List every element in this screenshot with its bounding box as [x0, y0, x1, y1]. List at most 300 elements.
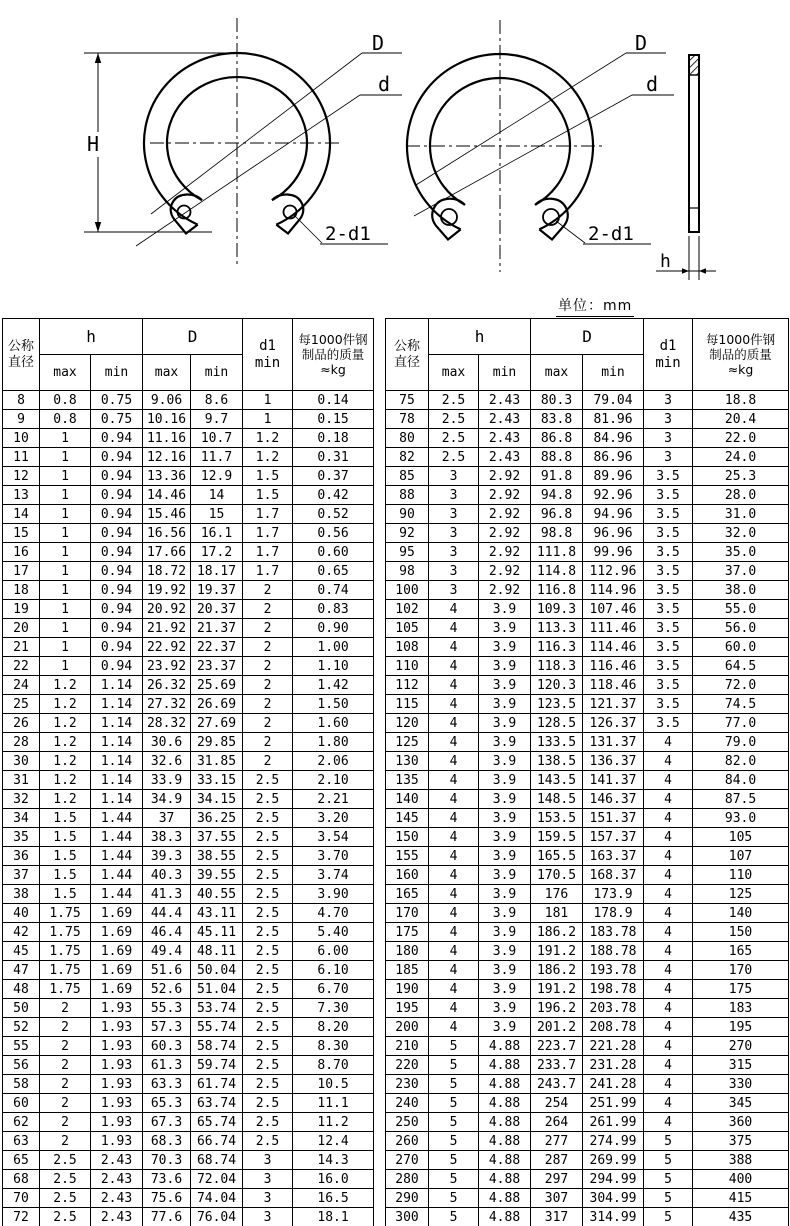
table-cell: 58.74	[191, 1037, 243, 1056]
table-cell: 138.5	[531, 752, 583, 771]
table-cell: 0.75	[91, 391, 143, 410]
ring-lug	[535, 199, 568, 240]
col-header-h: h	[429, 319, 531, 355]
table-cell: 3.9	[479, 961, 531, 980]
table-cell: 15	[191, 505, 243, 524]
table-cell: 165	[386, 885, 429, 904]
table-cell: 22	[3, 657, 40, 676]
table-row	[386, 581, 789, 600]
table-cell: 1.69	[91, 923, 143, 942]
table-cell: 3	[644, 391, 693, 410]
table-cell: 2.92	[479, 581, 531, 600]
table-cell: 188.78	[583, 942, 644, 961]
table-cell: 56.0	[693, 619, 789, 638]
table-cell: 3.5	[644, 638, 693, 657]
table-cell: 5	[429, 1113, 479, 1132]
table-cell: 1.44	[91, 809, 143, 828]
table-cell: 77.6	[143, 1208, 191, 1226]
right-table	[385, 318, 789, 1226]
table-cell: 160	[386, 866, 429, 885]
table-cell: 2.43	[479, 429, 531, 448]
table-cell: 12.4	[293, 1132, 374, 1151]
ring-lug	[432, 199, 465, 240]
table-cell: 3	[243, 1170, 293, 1189]
table-cell: 76.04	[191, 1208, 243, 1226]
table-cell: 3.9	[479, 771, 531, 790]
table-cell: 1.42	[293, 676, 374, 695]
table-cell: 4	[429, 752, 479, 771]
table-cell: 1.10	[293, 657, 374, 676]
table-cell: 2.5	[243, 980, 293, 999]
dimension-label-D: D	[372, 31, 385, 55]
table-cell: 170.5	[531, 866, 583, 885]
table-cell: 180	[386, 942, 429, 961]
table-cell: 4	[644, 1056, 693, 1075]
table-cell: 4	[644, 733, 693, 752]
table-cell: 1.50	[293, 695, 374, 714]
leader-line	[414, 95, 632, 216]
table-cell: 19.92	[143, 581, 191, 600]
table-cell: 0.94	[91, 581, 143, 600]
table-cell: 3.9	[479, 790, 531, 809]
table-cell: 4	[429, 828, 479, 847]
table-cell: 1.93	[91, 1113, 143, 1132]
table-cell: 254	[531, 1094, 583, 1113]
table-cell: 2	[40, 999, 91, 1018]
table-cell: 23.92	[143, 657, 191, 676]
table-cell: 133.5	[531, 733, 583, 752]
table-cell: 2	[243, 714, 293, 733]
table-cell: 360	[693, 1113, 789, 1132]
circlip-front-view-middle	[406, 20, 674, 272]
table-row	[3, 1132, 374, 1151]
table-cell: 18.1	[293, 1208, 374, 1226]
table-cell: 5	[429, 1094, 479, 1113]
left-table-header	[3, 319, 374, 391]
table-cell: 65.3	[143, 1094, 191, 1113]
table-cell: 2.5	[40, 1170, 91, 1189]
table-cell: 1.69	[91, 980, 143, 999]
table-cell: 155	[386, 847, 429, 866]
table-cell: 0.14	[293, 391, 374, 410]
table-cell: 60	[3, 1094, 40, 1113]
table-cell: 195	[386, 999, 429, 1018]
table-cell: 20	[3, 619, 40, 638]
table-cell: 2.5	[243, 771, 293, 790]
table-cell: 2	[243, 619, 293, 638]
table-cell: 0.94	[91, 524, 143, 543]
table-cell: 1	[40, 562, 91, 581]
table-cell: 58	[3, 1075, 40, 1094]
table-cell: 2.5	[40, 1151, 91, 1170]
table-row	[386, 410, 789, 429]
table-row	[3, 1075, 374, 1094]
dimension-arrow	[682, 268, 689, 273]
table-cell: 5	[644, 1189, 693, 1208]
table-cell: 5	[429, 1189, 479, 1208]
table-cell: 4	[644, 790, 693, 809]
col-header-D-min: min	[583, 355, 644, 391]
table-cell: 4	[429, 600, 479, 619]
table-cell: 80	[386, 429, 429, 448]
table-cell: 3.9	[479, 619, 531, 638]
table-cell: 0.94	[91, 657, 143, 676]
table-cell: 159.5	[531, 828, 583, 847]
table-cell: 315	[693, 1056, 789, 1075]
table-cell: 3.9	[479, 733, 531, 752]
table-row	[386, 467, 789, 486]
table-cell: 2.92	[479, 524, 531, 543]
table-cell: 3.74	[293, 866, 374, 885]
table-cell: 186.2	[531, 961, 583, 980]
table-cell: 1.5	[40, 809, 91, 828]
table-cell: 140	[693, 904, 789, 923]
table-cell: 52	[3, 1018, 40, 1037]
table-cell: 148.5	[531, 790, 583, 809]
dimension-label-H: H	[87, 132, 100, 156]
table-row	[3, 1113, 374, 1132]
table-cell: 2.5	[243, 904, 293, 923]
col-header-nominal-diameter: 公称 直径	[386, 319, 429, 391]
table-cell: 3.5	[644, 600, 693, 619]
table-cell: 4	[644, 942, 693, 961]
table-cell: 44.4	[143, 904, 191, 923]
table-cell: 190	[386, 980, 429, 999]
table-cell: 20.92	[143, 600, 191, 619]
table-cell: 6.00	[293, 942, 374, 961]
table-cell: 1.60	[293, 714, 374, 733]
table-row	[3, 638, 374, 657]
table-cell: 3	[243, 1189, 293, 1208]
table-cell: 22.0	[693, 429, 789, 448]
table-row	[386, 1151, 789, 1170]
table-cell: 4.88	[479, 1170, 531, 1189]
table-row	[3, 714, 374, 733]
table-cell: 1.75	[40, 904, 91, 923]
table-cell: 10.5	[293, 1075, 374, 1094]
table-cell: 3.90	[293, 885, 374, 904]
table-cell: 143.5	[531, 771, 583, 790]
table-cell: 13.36	[143, 467, 191, 486]
table-cell: 415	[693, 1189, 789, 1208]
table-cell: 165	[693, 942, 789, 961]
table-cell: 31.85	[191, 752, 243, 771]
table-cell: 2.10	[293, 771, 374, 790]
table-cell: 3.9	[479, 904, 531, 923]
table-cell: 6.10	[293, 961, 374, 980]
table-cell: 51.6	[143, 961, 191, 980]
table-cell: 78	[386, 410, 429, 429]
table-cell: 1.2	[40, 771, 91, 790]
table-cell: 24	[3, 676, 40, 695]
table-row	[386, 600, 789, 619]
table-cell: 8	[3, 391, 40, 410]
table-cell: 3.5	[644, 676, 693, 695]
table-cell: 86.96	[583, 448, 644, 467]
table-cell: 45.11	[191, 923, 243, 942]
table-cell: 2.5	[40, 1189, 91, 1208]
table-cell: 5	[644, 1208, 693, 1226]
table-cell: 4	[429, 638, 479, 657]
table-cell: 98.8	[531, 524, 583, 543]
left-table	[2, 318, 374, 1226]
table-cell: 73.6	[143, 1170, 191, 1189]
table-cell: 64.5	[693, 657, 789, 676]
table-cell: 4.88	[479, 1094, 531, 1113]
table-cell: 3.5	[644, 562, 693, 581]
table-cell: 2.92	[479, 467, 531, 486]
table-cell: 60.0	[693, 638, 789, 657]
table-cell: 195	[693, 1018, 789, 1037]
table-cell: 55	[3, 1037, 40, 1056]
table-cell: 3.5	[644, 543, 693, 562]
table-row	[386, 923, 789, 942]
table-cell: 12	[3, 467, 40, 486]
table-cell: 270	[693, 1037, 789, 1056]
table-cell: 2	[40, 1075, 91, 1094]
table-cell: 3.5	[644, 695, 693, 714]
dimension-label-D: D	[635, 31, 648, 55]
table-row	[3, 733, 374, 752]
table-cell: 1	[243, 391, 293, 410]
dimension-arrow	[699, 268, 706, 273]
table-cell: 5	[644, 1170, 693, 1189]
unit-label: 单位：mm	[556, 295, 634, 317]
table-cell: 94.96	[583, 505, 644, 524]
table-cell: 0.94	[91, 638, 143, 657]
table-row	[3, 600, 374, 619]
table-cell: 27.32	[143, 695, 191, 714]
table-cell: 3.9	[479, 885, 531, 904]
table-cell: 435	[693, 1208, 789, 1226]
table-row	[3, 467, 374, 486]
table-cell: 233.7	[531, 1056, 583, 1075]
table-cell: 65.74	[191, 1113, 243, 1132]
table-cell: 2.5	[243, 999, 293, 1018]
table-cell: 1	[243, 410, 293, 429]
table-cell: 9.7	[191, 410, 243, 429]
table-cell: 28.0	[693, 486, 789, 505]
table-cell: 193.78	[583, 961, 644, 980]
table-cell: 0.37	[293, 467, 374, 486]
table-cell: 168.37	[583, 866, 644, 885]
table-cell: 11.16	[143, 429, 191, 448]
table-row	[386, 904, 789, 923]
table-row	[3, 980, 374, 999]
table-row	[3, 885, 374, 904]
table-row	[386, 695, 789, 714]
table-cell: 3.5	[644, 619, 693, 638]
table-row	[386, 828, 789, 847]
table-cell: 45	[3, 942, 40, 961]
table-cell: 46.4	[143, 923, 191, 942]
table-cell: 60.3	[143, 1037, 191, 1056]
table-cell: 70	[3, 1189, 40, 1208]
table-cell: 96.96	[583, 524, 644, 543]
table-row	[3, 1189, 374, 1208]
circlip-side-view	[656, 55, 716, 280]
table-cell: 14.46	[143, 486, 191, 505]
table-cell: 388	[693, 1151, 789, 1170]
table-cell: 0.94	[91, 619, 143, 638]
table-cell: 300	[386, 1208, 429, 1226]
table-cell: 53.74	[191, 999, 243, 1018]
table-cell: 294.99	[583, 1170, 644, 1189]
table-cell: 114.46	[583, 638, 644, 657]
table-cell: 17.2	[191, 543, 243, 562]
table-cell: 3.9	[479, 714, 531, 733]
table-cell: 4	[429, 999, 479, 1018]
table-cell: 34.9	[143, 790, 191, 809]
table-row	[386, 847, 789, 866]
table-cell: 81.96	[583, 410, 644, 429]
table-cell: 95	[386, 543, 429, 562]
table-cell: 25.3	[693, 467, 789, 486]
table-cell: 43.11	[191, 904, 243, 923]
table-cell: 277	[531, 1132, 583, 1151]
table-cell: 136.37	[583, 752, 644, 771]
table-cell: 345	[693, 1094, 789, 1113]
table-cell: 5	[429, 1075, 479, 1094]
table-cell: 116.46	[583, 657, 644, 676]
table-cell: 8.30	[293, 1037, 374, 1056]
table-cell: 4	[644, 866, 693, 885]
table-row	[386, 1037, 789, 1056]
table-cell: 3.5	[644, 581, 693, 600]
table-cell: 3.5	[644, 505, 693, 524]
table-cell: 200	[386, 1018, 429, 1037]
table-cell: 1	[40, 543, 91, 562]
table-cell: 36.25	[191, 809, 243, 828]
table-cell: 1.5	[40, 866, 91, 885]
table-cell: 0.94	[91, 448, 143, 467]
table-cell: 1.2	[40, 676, 91, 695]
col-header-D-min: min	[191, 355, 243, 391]
table-cell: 28.32	[143, 714, 191, 733]
table-row	[3, 923, 374, 942]
table-cell: 120.3	[531, 676, 583, 695]
table-cell: 1.44	[91, 847, 143, 866]
table-cell: 3.9	[479, 999, 531, 1018]
table-cell: 3.9	[479, 676, 531, 695]
table-cell: 115	[386, 695, 429, 714]
table-cell: 3	[644, 429, 693, 448]
table-cell: 72.04	[191, 1170, 243, 1189]
table-cell: 87.5	[693, 790, 789, 809]
table-row	[3, 1094, 374, 1113]
table-cell: 116.8	[531, 581, 583, 600]
table-cell: 116.3	[531, 638, 583, 657]
table-cell: 3	[243, 1208, 293, 1226]
table-row	[3, 543, 374, 562]
table-cell: 113.3	[531, 619, 583, 638]
table-cell: 185	[386, 961, 429, 980]
table-cell: 186.2	[531, 923, 583, 942]
table-cell: 2	[243, 657, 293, 676]
table-cell: 125	[693, 885, 789, 904]
table-row	[386, 1208, 789, 1226]
table-cell: 230	[386, 1075, 429, 1094]
table-cell: 82	[386, 448, 429, 467]
table-cell: 1.5	[40, 885, 91, 904]
table-cell: 2.5	[243, 961, 293, 980]
table-cell: 4.70	[293, 904, 374, 923]
table-cell: 1.44	[91, 885, 143, 904]
table-cell: 110	[693, 866, 789, 885]
table-row	[3, 961, 374, 980]
table-row	[3, 790, 374, 809]
table-cell: 19	[3, 600, 40, 619]
table-cell: 4	[644, 961, 693, 980]
table-cell: 16.5	[293, 1189, 374, 1208]
table-cell: 3.9	[479, 752, 531, 771]
table-row	[3, 1018, 374, 1037]
table-cell: 2.43	[91, 1208, 143, 1226]
table-cell: 51.04	[191, 980, 243, 999]
table-cell: 16	[3, 543, 40, 562]
table-cell: 0.42	[293, 486, 374, 505]
table-row	[386, 1113, 789, 1132]
table-row	[3, 999, 374, 1018]
col-header-D: D	[531, 319, 644, 355]
table-cell: 68	[3, 1170, 40, 1189]
table-cell: 11	[3, 448, 40, 467]
side-view-outline	[689, 55, 699, 232]
table-row	[386, 1018, 789, 1037]
table-cell: 118.46	[583, 676, 644, 695]
table-cell: 2.92	[479, 543, 531, 562]
table-cell: 110	[386, 657, 429, 676]
table-cell: 269.99	[583, 1151, 644, 1170]
table-cell: 1.69	[91, 961, 143, 980]
table-cell: 198.78	[583, 980, 644, 999]
table-cell: 2	[243, 581, 293, 600]
leader-line	[294, 215, 322, 243]
table-cell: 260	[386, 1132, 429, 1151]
table-cell: 304.99	[583, 1189, 644, 1208]
table-cell: 23.37	[191, 657, 243, 676]
table-cell: 0.94	[91, 562, 143, 581]
table-cell: 1.75	[40, 923, 91, 942]
table-cell: 33.15	[191, 771, 243, 790]
table-cell: 2.5	[243, 1037, 293, 1056]
table-cell: 4	[429, 1018, 479, 1037]
table-cell: 41.3	[143, 885, 191, 904]
table-cell: 57.3	[143, 1018, 191, 1037]
table-cell: 240	[386, 1094, 429, 1113]
table-row	[386, 391, 789, 410]
table-cell: 1.2	[40, 714, 91, 733]
table-cell: 1.5	[243, 467, 293, 486]
dimension-label-h: h	[660, 251, 671, 272]
table-cell: 3	[429, 505, 479, 524]
table-cell: 15.46	[143, 505, 191, 524]
table-cell: 63	[3, 1132, 40, 1151]
table-cell: 1.2	[40, 733, 91, 752]
table-cell: 96.8	[531, 505, 583, 524]
table-cell: 4	[644, 923, 693, 942]
table-cell: 4.88	[479, 1189, 531, 1208]
table-cell: 2	[40, 1018, 91, 1037]
table-cell: 31	[3, 771, 40, 790]
table-row	[386, 524, 789, 543]
table-cell: 26.32	[143, 676, 191, 695]
table-cell: 3.5	[644, 657, 693, 676]
table-cell: 25.69	[191, 676, 243, 695]
table-cell: 3	[429, 486, 479, 505]
table-cell: 1.14	[91, 752, 143, 771]
table-row	[386, 1189, 789, 1208]
